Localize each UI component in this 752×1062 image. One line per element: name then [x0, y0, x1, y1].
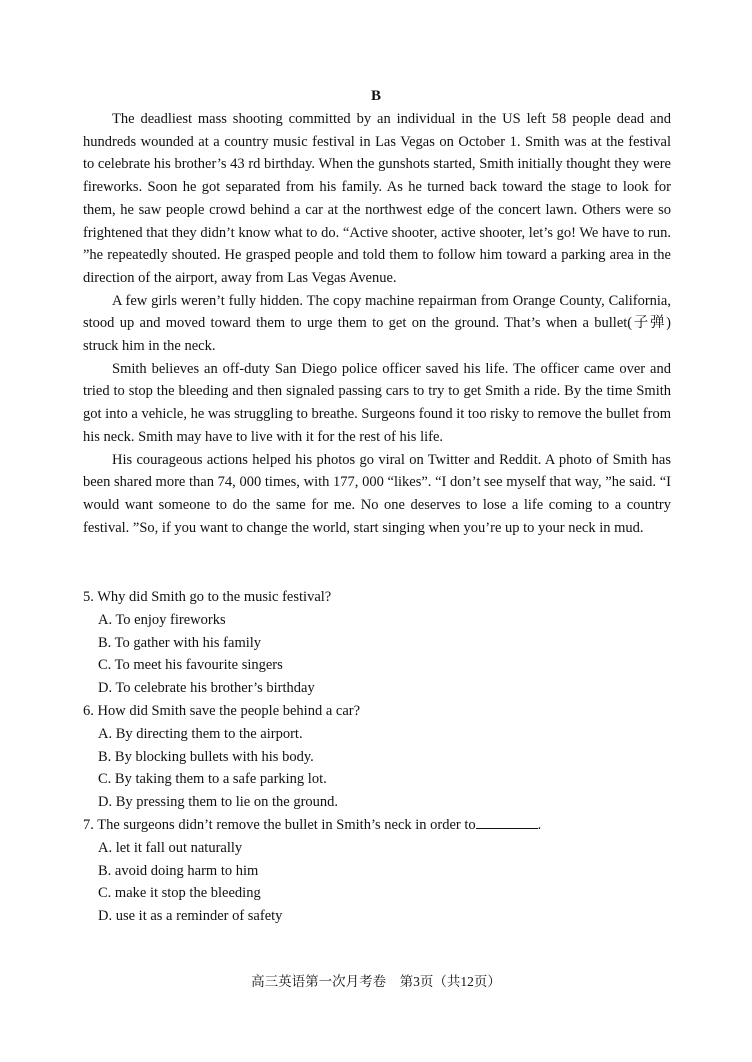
- passage-paragraph: The deadliest mass shooting committed by an individual in the US left 58 people dead and hundreds wounded at a country music festival in Las Vegas on October 1. Smith was at the festival to celebrate his brother’s 43 rd birthday. When the gunshots started, Smith initially thought they were fireworks. Soon he got separated from his family. As he turned back toward the stage to look for them, he saw people crowd behind a car at the northwest edge of the concert lawn. Others were so frightened that they didn’t know what to do. “Active shooter, active shooter, let’s go! We have to run. ”he repeatedly shouted. He grasped people and told them to follow him toward a parking area in the direction of the airport, away from Las Vegas Avenue.: [83, 111, 671, 286]
- option-b: B. By blocking bullets with his body.: [98, 748, 314, 765]
- option-b: B. To gather with his family: [98, 634, 262, 651]
- passage-paragraph: His courageous actions helped his photos go viral on Twitter and Reddit. A photo of Smith has been shared more than 74, 000 times, with 177, 000 “likes”. “I don’t see myself that way, ”he said. “I would want someone to do the same for me. No one deserves to lose a life coming to a country festival. ”So, if you want to change the world, start singing when you’re up to your neck in mud.: [83, 451, 671, 536]
- question-5: [83, 586, 683, 700]
- question-stem: 6. How did Smith save the people behind a car?: [83, 702, 361, 719]
- question-7: [83, 814, 683, 928]
- answer-blank: [476, 814, 538, 829]
- section-heading: B: [370, 88, 381, 104]
- question-6: [83, 700, 683, 814]
- passage-paragraph: Smith believes an off-duty San Diego police officer saved his life. The officer came over and tried to stop the bleeding and then signaled passing cars to try to get Smith a ride. By the time Smith got into a vehicle, he was struggling to breathe. Surgeons found it too risky to remove the bullet from his neck. Smith may have to live with it for the rest of his life.: [83, 360, 671, 445]
- question-list: [83, 586, 683, 928]
- passage-paragraph: A few girls weren’t fully hidden. The copy machine repairman from Orange County, California, stood up and moved toward them to urge them to get on the ground. That’s when a bullet(子弹) struck him in the neck.: [83, 292, 671, 355]
- page-footer: 高三英语第一次月考卷 第3页（共12页）: [251, 974, 501, 989]
- option-a: A. By directing them to the airport.: [98, 725, 303, 742]
- option-b: B. avoid doing harm to him: [98, 862, 259, 879]
- question-stem-row: [83, 814, 683, 837]
- question-stem-end: .: [537, 816, 542, 833]
- option-d: D. To celebrate his brother’s birthday: [98, 680, 315, 697]
- option-a: A. let it fall out naturally: [98, 839, 243, 856]
- option-c: C. To meet his favourite singers: [98, 657, 283, 674]
- option-d: D. By pressing them to lie on the ground.: [98, 794, 339, 811]
- question-stem: 5. Why did Smith go to the music festival?: [83, 589, 332, 605]
- option-c: C. make it stop the bleeding: [98, 885, 261, 902]
- option-c: C. By taking them to a safe parking lot.: [98, 771, 327, 788]
- reading-passage: [83, 108, 671, 539]
- option-d: D. use it as a reminder of safety: [98, 908, 283, 925]
- option-a: A. To enjoy fireworks: [98, 611, 226, 628]
- question-stem: 7. The surgeons didn’t remove the bullet in Smith’s neck in order to: [83, 816, 476, 833]
